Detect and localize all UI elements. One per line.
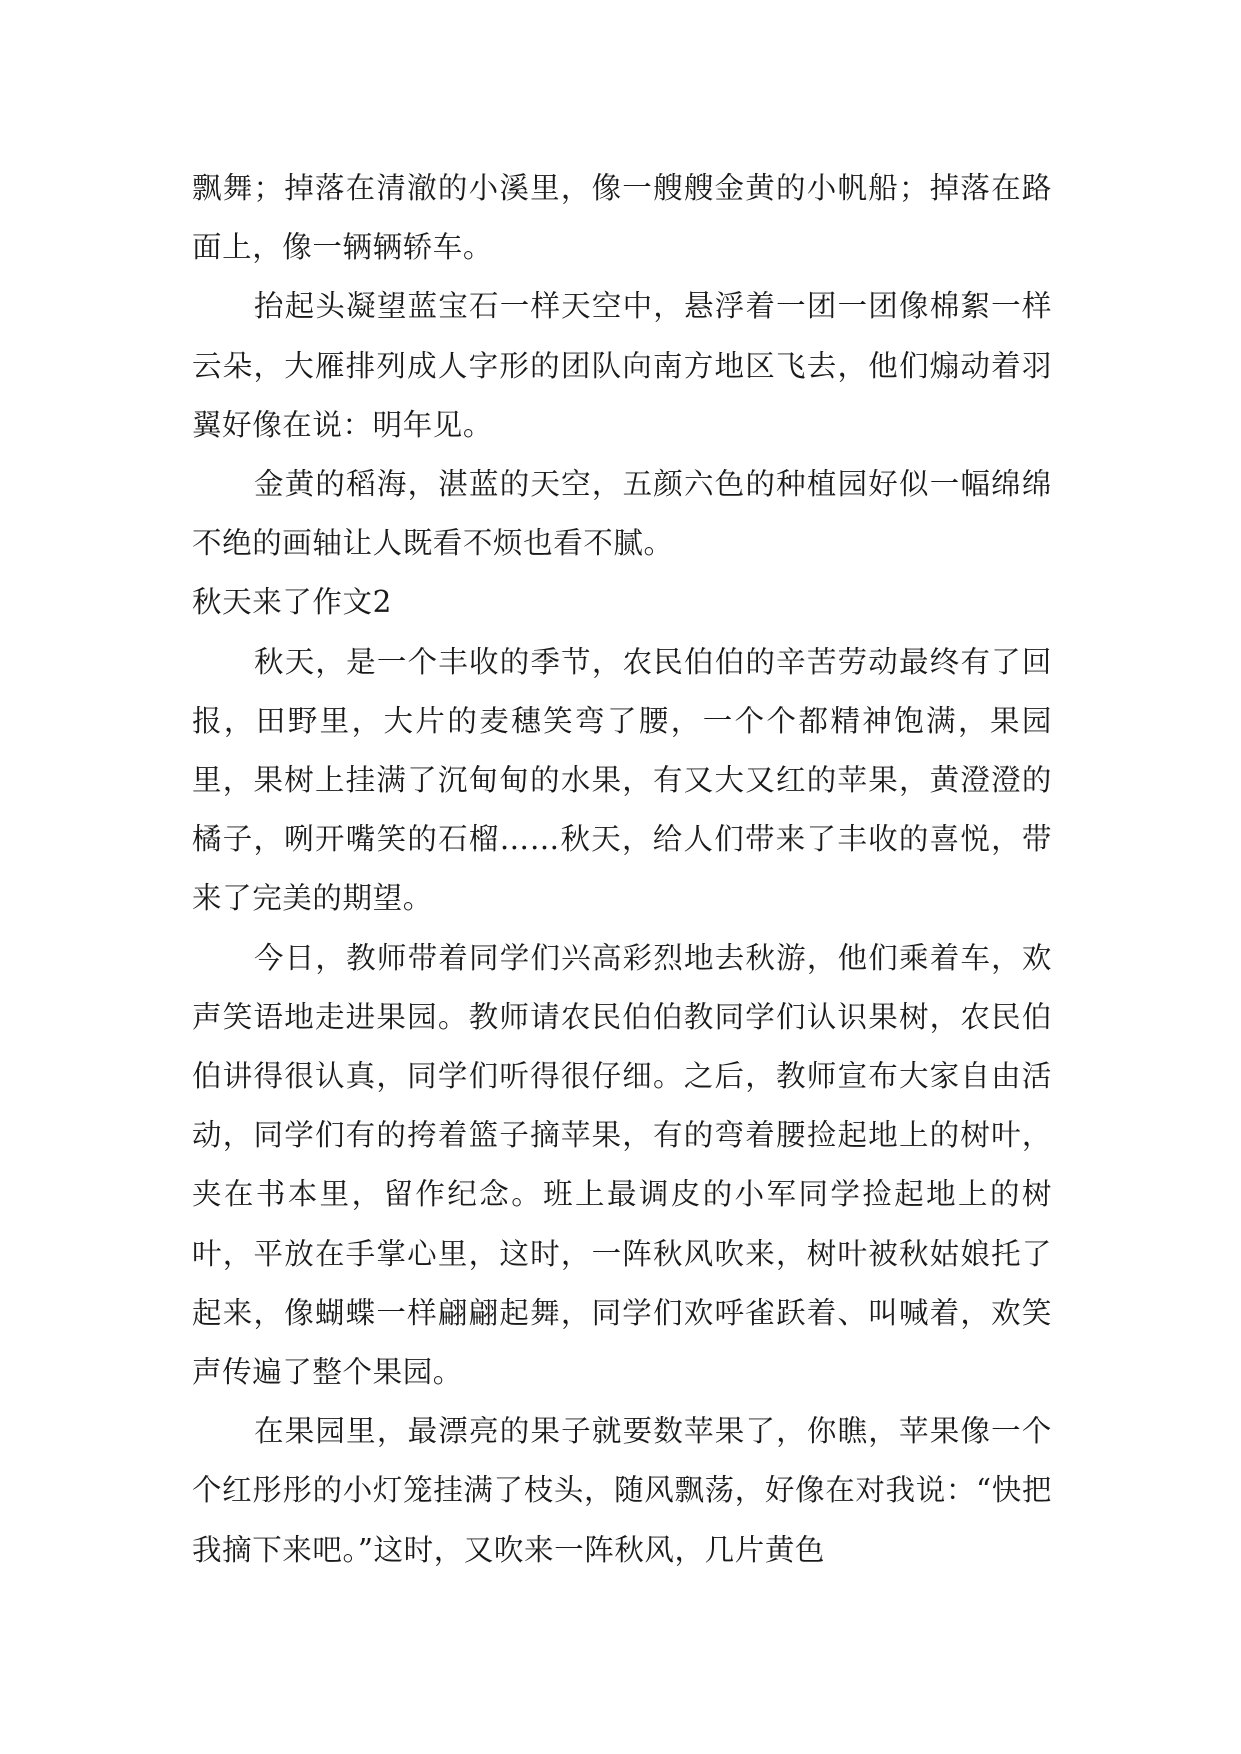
paragraph: 今日，教师带着同学们兴高彩烈地去秋游，他们乘着车，欢声笑语地走进果园。教师请农民伯伯教同学们认识果树，农民伯伯讲得很认真，同学们听得很仔细。之后，教师宣布大家自由活动，同学们有的挎着篮子摘苹果，有的弯着腰捡起地上的树叶，夹在书本里，留作纪念。班上最调皮的小军同学捡起地上的树叶，平放在手掌心里，这时，一阵秋风吹来，树叶被秋姑娘托了起来，像蝴蝶一样翩翩起舞，同学们欢呼雀跃着、叫喊着，欢笑声传遍了整个果园。 (192, 940, 1052, 1390)
paragraph: 金黄的稻海，湛蓝的天空，五颜六色的种植园好似一幅绵绵不绝的画轴让人既看不烦也看不腻。 (192, 467, 1052, 561)
document-body (192, 159, 1052, 1580)
section-heading: 秋天来了作文2 (192, 585, 392, 620)
paragraph: 秋天，是一个丰收的季节，农民伯伯的辛苦劳动最终有了回报，田野里，大片的麦穗笑弯了腰，一个个都精神饱满，果园里，果树上挂满了沉甸甸的水果，有又大又红的苹果，黄澄澄的橘子，咧开嘴笑的石榴……秋天，给人们带来了丰收的喜悦，带来了完美的期望。 (192, 644, 1052, 916)
paragraph: 抬起头凝望蓝宝石一样天空中，悬浮着一团一团像棉絮一样云朵，大雁排列成人字形的团队向南方地区飞去，他们煽动着羽翼好像在说：明年见。 (192, 289, 1052, 442)
paragraph-continuation: 飘舞；掉落在清澈的小溪里，像一艘艘金黄的小帆船；掉落在路面上，像一辆辆轿车。 (192, 171, 1052, 265)
paragraph: 在果园里，最漂亮的果子就要数苹果了，你瞧，苹果像一个个红彤彤的小灯笼挂满了枝头，随风飘荡，好像在对我说：“快把我摘下来吧。”这时，又吹来一阵秋风，几片黄色 (192, 1414, 1052, 1567)
